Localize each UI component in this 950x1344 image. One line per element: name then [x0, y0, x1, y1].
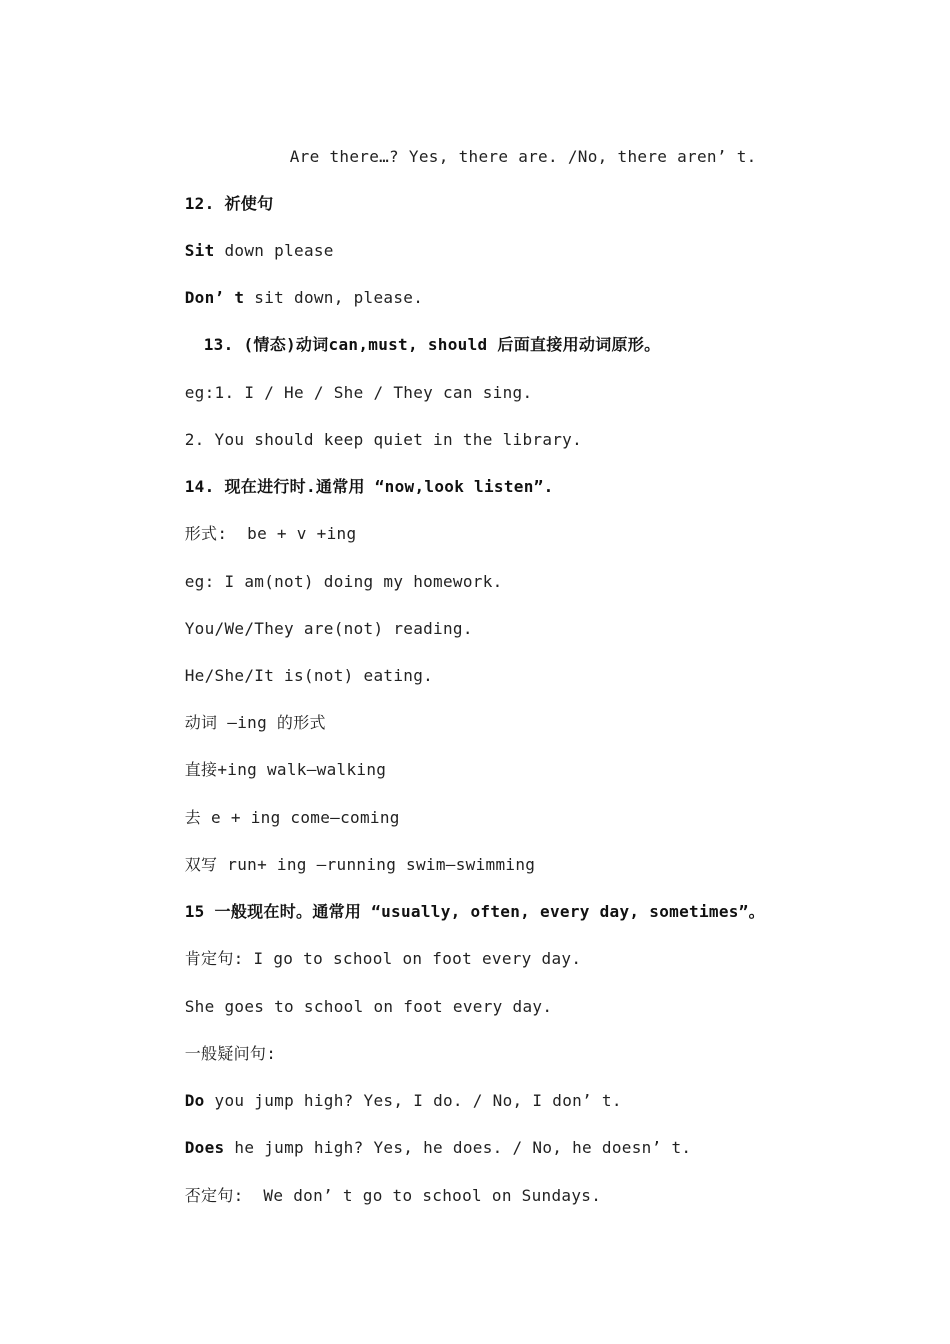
line-text: 直接+ing walk—walking — [184, 760, 387, 779]
keyword: Don’ t — [184, 288, 245, 307]
line-text: 否定句: We don’ t go to school on Sundays. — [184, 1186, 602, 1205]
line-text: 形式: be + v +ing — [184, 524, 357, 543]
negative-example — [145, 1166, 601, 1226]
line-text: 肯定句: I go to school on foot every day. — [184, 949, 582, 968]
line-text: She goes to school on foot every day. — [184, 997, 553, 1016]
line-text: he jump high? Yes, he does. / No, he doesn’ t. — [224, 1138, 692, 1157]
there-are-answer-line — [250, 127, 757, 187]
line-text: eg: I am(not) doing my homework. — [184, 572, 503, 591]
heading-text: 13. (情态)动词can,must, should 后面直接用动词原形。 — [203, 335, 661, 354]
line-text: You/We/They are(not) reading. — [184, 619, 473, 638]
line-text: 一般疑问句: — [184, 1044, 277, 1063]
line-text: sit down, please. — [244, 288, 424, 307]
keyword: Do — [184, 1091, 205, 1110]
keyword: Sit — [184, 241, 215, 260]
line-text: you jump high? Yes, I do. / No, I don’ t. — [204, 1091, 622, 1110]
keyword: Does — [184, 1138, 225, 1157]
line-text: 去 e + ing come—coming — [184, 808, 400, 827]
heading-text: 15 一般现在时。通常用 “usually, often, every day, sometimes”。 — [184, 902, 765, 921]
line-text: 动词 —ing 的形式 — [184, 713, 326, 732]
line-text: eg:1. I / He / She / They can sing. — [184, 383, 533, 402]
line-text: 双写 run+ ing –running swim—swimming — [184, 855, 536, 874]
line-text: down please — [214, 241, 334, 260]
heading-text: 12. 祈使句 — [184, 194, 274, 213]
line-text: He/She/It is(not) eating. — [184, 666, 434, 685]
heading-text: 14. 现在进行时.通常用 “now,look listen”. — [184, 477, 554, 496]
line-text: 2. You should keep quiet in the library. — [184, 430, 583, 449]
line-text: Are there…? Yes, there are. /No, there aren’ t. — [289, 147, 757, 166]
